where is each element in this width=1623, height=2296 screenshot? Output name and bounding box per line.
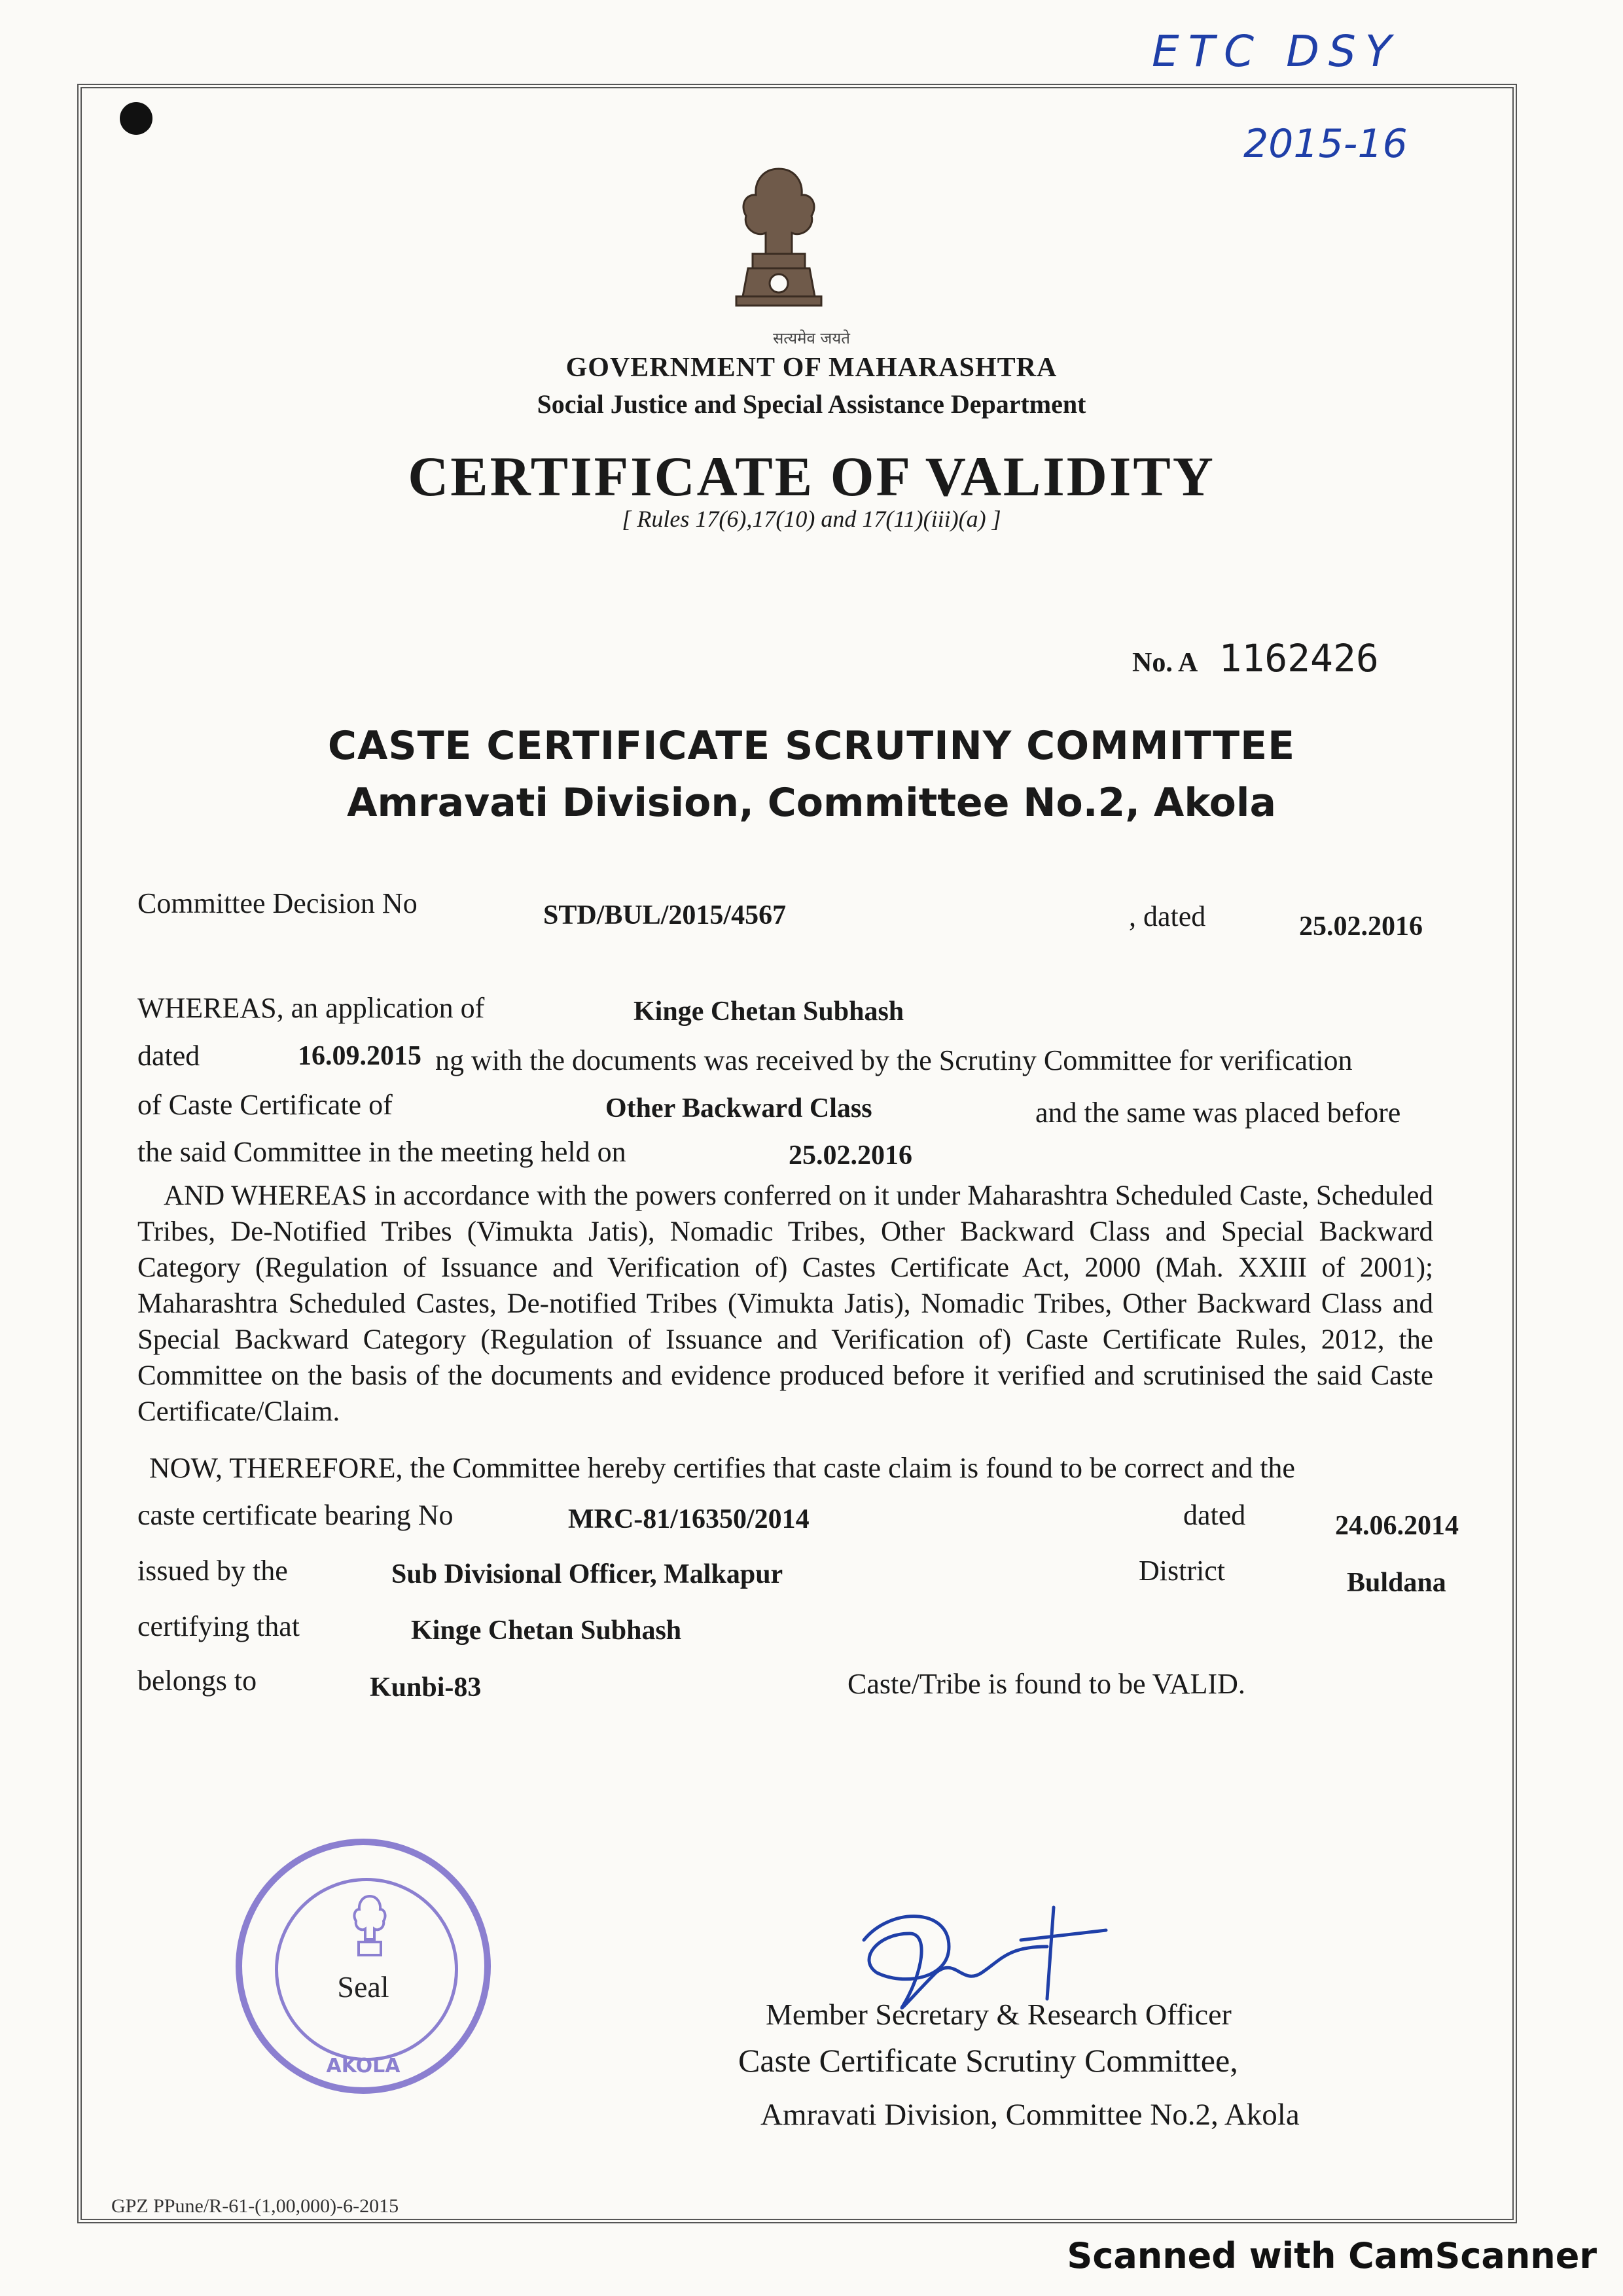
department-name: Social Justice and Special Assistance Department — [537, 389, 1086, 419]
decision-label: Committee Decision No — [137, 887, 418, 919]
signatory-committee: Caste Certificate Scrutiny Committee, — [738, 2042, 1238, 2079]
caste-certificate-date: 24.06.2014 — [1335, 1511, 1459, 1541]
rules-reference: [ Rules 17(6),17(10) and 17(11)(iii)(a) ] — [622, 506, 1001, 532]
caste-certificate-of-label: of Caste Certificate of — [137, 1089, 393, 1121]
certificate-number-label: No. A — [1132, 648, 1198, 678]
emblem-motto: सत्यमेव जयते — [773, 329, 850, 347]
handwritten-note: ETC DSY — [1152, 26, 1401, 77]
print-code: GPZ PPune/R-61-(1,00,000)-6-2015 — [111, 2195, 399, 2217]
punch-hole — [120, 102, 152, 135]
caste-certificate-number: MRC-81/16350/2014 — [568, 1504, 810, 1534]
certifying-label: certifying that — [137, 1610, 300, 1642]
application-line-rest: ng with the documents was received by the Scrutiny Committee for verification — [435, 1044, 1353, 1076]
meeting-label: the said Committee in the meeting held on — [137, 1136, 626, 1168]
decision-number: STD/BUL/2015/4567 — [543, 900, 787, 930]
meeting-date: 25.02.2016 — [789, 1140, 912, 1171]
application-dated-label: dated — [137, 1040, 200, 1072]
certificate-title: CERTIFICATE OF VALIDITY — [408, 445, 1215, 508]
scanner-watermark: Scanned with CamScanner — [1067, 2235, 1597, 2276]
and-whereas-paragraph: AND WHEREAS in accordance with the powers conferred on it under Maharashtra Scheduled Caste, Scheduled Tribes, De-Notified Tribes (Vimukta Jatis), Nomadic Tribes, Other Backward Class and Special Backward Category (Regulation of Issuance and Verification of) Castes Certificate Act, 2000 (Mah. XXIII of 2001); Maharashtra Scheduled Castes, De-notified Tribes (Vimukta Jatis), Nomadic Tribes, Other Backward Class and Special Backward Category (Regulation of Issuance and Verification of) Caste Certificate Rules, 2012, the Committee on the basis of the documents and evidence produced before it verified and scrutinised the said Caste Certificate/Claim. — [137, 1180, 1433, 1427]
signatory-designation: Member Secretary & Research Officer — [766, 1998, 1232, 2031]
belongs-to-label: belongs to — [137, 1665, 257, 1697]
seal-label: Seal — [337, 1970, 389, 2004]
district-label: District — [1139, 1555, 1225, 1587]
now-therefore-text: NOW, THEREFORE, the Committee hereby certifies that caste claim is found to be correct and the — [149, 1452, 1295, 1484]
decision-date: 25.02.2016 — [1299, 911, 1423, 942]
placed-before-label: and the same was placed before — [1035, 1097, 1401, 1129]
committee-name: CASTE CERTIFICATE SCRUTINY COMMITTEE — [327, 723, 1296, 769]
certified-person: Kinge Chetan Subhash — [411, 1616, 682, 1646]
certificate-number — [1132, 636, 1379, 680]
national-emblem-icon — [717, 156, 841, 326]
certificate-number-value: 1162426 — [1219, 636, 1379, 680]
certificate-dated-label: dated — [1183, 1499, 1246, 1531]
caste-category: Other Backward Class — [605, 1093, 872, 1123]
issuing-authority: Sub Divisional Officer, Malkapur — [391, 1559, 783, 1589]
decision-dated-label: , dated — [1129, 900, 1206, 932]
caste-name: Kunbi-83 — [370, 1672, 482, 1703]
handwritten-year: 2015-16 — [1243, 121, 1408, 167]
committee-division: Amravati Division, Committee No.2, Akola — [347, 780, 1276, 826]
applicant-name: Kinge Chetan Subhash — [633, 997, 904, 1027]
issued-by-label: issued by the — [137, 1555, 288, 1587]
government-name: GOVERNMENT OF MAHARASHTRA — [565, 353, 1058, 383]
signatory-division: Amravati Division, Committee No.2, Akola — [760, 2098, 1300, 2132]
official-seal — [236, 1839, 491, 2094]
application-date: 16.09.2015 — [298, 1041, 421, 1071]
whereas-label: WHEREAS, an application of — [137, 992, 485, 1024]
certificate-bearing-label: caste certificate bearing No — [137, 1499, 454, 1531]
valid-statement: Caste/Tribe is found to be VALID. — [847, 1668, 1245, 1700]
district-name: Buldana — [1347, 1568, 1446, 1598]
seal-emblem-icon — [347, 1891, 393, 1963]
seal-ring-text: AKOLA — [326, 2055, 401, 2077]
